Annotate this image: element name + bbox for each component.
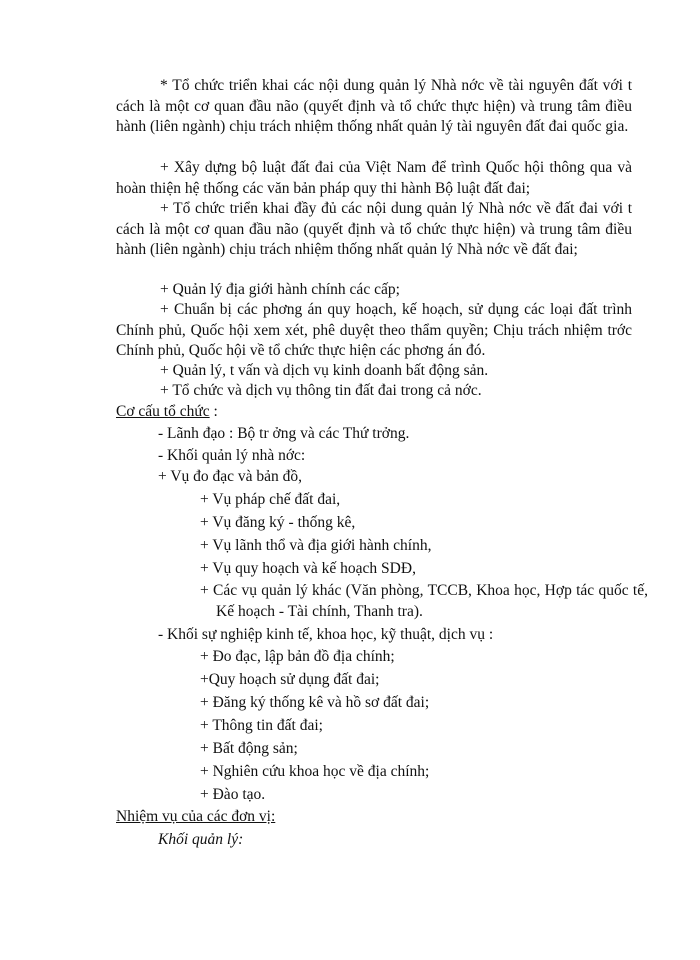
service-unit-registration-records: + Đăng ký thống kê và hồ sơ đất đai;: [200, 694, 430, 711]
org-line-survey-department: + Vụ đo đạc và bản đồ,: [158, 468, 303, 485]
service-unit-training: + Đào tạo.: [200, 786, 266, 803]
paragraph-admin-boundaries: + Quản lý địa giới hành chính các cấp;: [160, 281, 400, 298]
org-structure-heading-text: Cơ cấu tổ chức: [116, 403, 210, 420]
admin-unit-territory: + Vụ lãnh thổ và địa giới hành chính,: [200, 537, 432, 554]
admin-unit-legal: + Vụ pháp chế đất đai,: [200, 491, 341, 508]
service-unit-land-information: + Thông tin đất đai;: [200, 717, 323, 734]
paragraph-real-estate: + Quản lý, t vấn và dịch vụ kinh doanh bất động sản.: [160, 362, 489, 379]
service-unit-research: + Nghiên cứu khoa học về địa chính;: [200, 763, 430, 780]
service-unit-real-estate: + Bất động sản;: [200, 740, 298, 757]
paragraph-state-management: + Tổ chức triển khai đầy đủ các nội dung quản lý Nhà nớc về đất đai với t cách là một cơ quan đầu não (quyết định và tổ chức thực hiện) và trung tâm điều hành (liên ngành) chịu trách nhiệm thống nhất quản lý Nhà nớc về đất đai;: [116, 200, 632, 258]
org-structure-heading: [116, 402, 218, 422]
service-unit-land-use-planning: +Quy hoạch sử dụng đất đai;: [200, 671, 380, 688]
service-block-heading: - Khối sự nghiệp kinh tế, khoa học, kỹ thuật, dịch vụ :: [158, 626, 494, 643]
paragraph-resource-management: * Tổ chức triển khai các nội dung quản lý Nhà nớc về tài nguyên đất với t cách là một cơ quan đầu não (quyết định và tổ chức thực hiện) và trung tâm điều hành (liên ngành) chịu trách nhiệm thống nhất quản lý tài nguyên đất đai quốc gia.: [116, 77, 632, 135]
org-structure-heading-suffix: :: [209, 403, 218, 420]
org-line-state-management-block: - Khối quản lý nhà nớc:: [158, 447, 306, 464]
admin-unit-others: + Các vụ quản lý khác (Văn phòng, TCCB, Khoa học, Hợp tác quốc tế, Kế hoạch - Tài chính, Thanh tra).: [200, 582, 648, 620]
service-unit-mapping: + Đo đạc, lập bản đồ địa chính;: [200, 648, 395, 665]
org-line-leadership: - Lãnh đạo : Bộ tr ởng và các Thứ trởng.: [158, 425, 410, 442]
admin-unit-registration: + Vụ đăng ký - thống kê,: [200, 514, 356, 531]
paragraph-land-law: + Xây dựng bộ luật đất đai của Việt Nam để trình Quốc hội thông qua và hoàn thiện hệ thống các văn bản pháp quy thi hành Bộ luật đất đai;: [116, 159, 632, 197]
management-block-subheading: Khối quản lý:: [158, 831, 244, 848]
admin-unit-planning: + Vụ quy hoạch và kế hoạch SDĐ,: [200, 560, 416, 577]
unit-duties-heading: Nhiệm vụ của các đơn vị:: [116, 808, 276, 825]
paragraph-information-services: + Tổ chức và dịch vụ thông tin đất đai trong cả nớc.: [160, 382, 482, 399]
paragraph-planning: + Chuẩn bị các phơng án quy hoạch, kế hoạch, sử dụng các loại đất trình Chính phủ, Quốc hội xem xét, phê duyệt theo thẩm quyền; Chịu trách nhiệm trớc Chính phủ, Quốc hội về tổ chức thực hiện các phơng án đó.: [116, 301, 632, 359]
